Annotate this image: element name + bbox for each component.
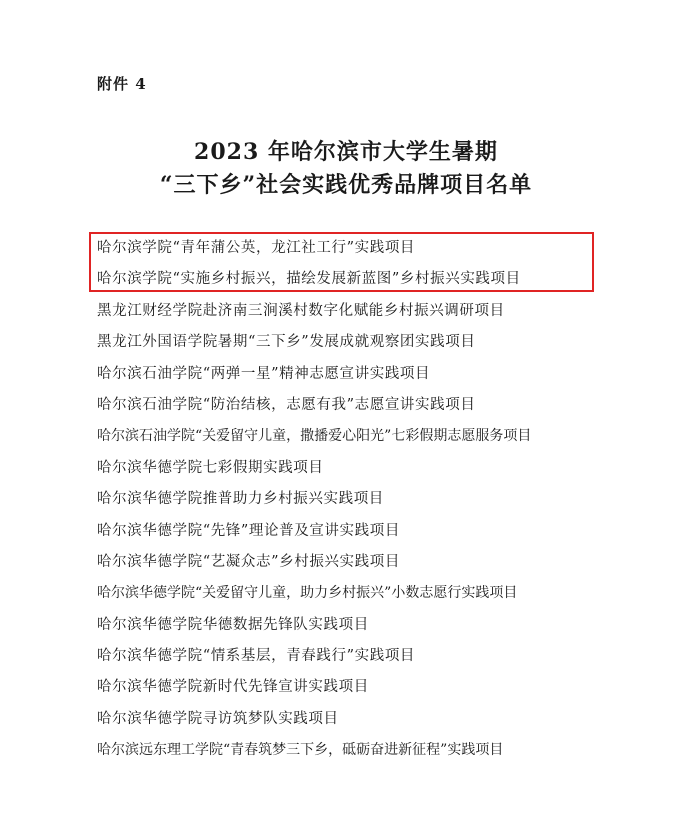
list-item: 哈尔滨华德学院新时代先锋宣讲实践项目	[97, 679, 369, 696]
list-item: 黑龙江财经学院赴济南三涧溪村数字化赋能乡村振兴调研项目	[97, 302, 505, 319]
list-item: 哈尔滨石油学院“防治结核，志愿有我”志愿宣讲实践项目	[97, 396, 476, 413]
list-item: 哈尔滨石油学院“关爱留守儿童，撒播爱心阳光”七彩假期志愿服务项目	[97, 428, 532, 445]
list-item: 哈尔滨华德学院“艺凝众志”乡村振兴实践项目	[97, 553, 400, 570]
list-item: 哈尔滨学院“青年蒲公英，龙江社工行”实践项目	[97, 240, 416, 256]
list-item: 哈尔滨华德学院寻访筑梦队实践项目	[97, 710, 339, 727]
document-title-line-1: 2023 年哈尔滨市大学生暑期	[194, 139, 498, 165]
attachment-label: 附件 4	[97, 75, 147, 93]
document-title-line-2: “三下乡”社会实践优秀品牌项目名单	[159, 172, 533, 198]
list-item: 哈尔滨远东理工学院“青春筑梦三下乡，砥砺奋进新征程”实践项目	[97, 742, 504, 759]
list-item: 黑龙江外国语学院暑期“三下乡”发展成就观察团实践项目	[97, 334, 476, 351]
project-list	[97, 239, 531, 773]
list-item: 哈尔滨学院“实施乡村振兴，描绘发展新蓝图”乡村振兴实践项目	[97, 271, 521, 288]
list-item: 哈尔滨华德学院推普助力乡村振兴实践项目	[97, 491, 384, 508]
list-item: 哈尔滨华德学院华德数据先锋队实践项目	[97, 616, 369, 633]
list-item: 哈尔滨华德学院七彩假期实践项目	[97, 459, 324, 476]
list-item: 哈尔滨石油学院“两弹一星”精神志愿宣讲实践项目	[97, 365, 431, 382]
list-item: 哈尔滨华德学院“先锋”理论普及宣讲实践项目	[97, 522, 400, 539]
list-item: 哈尔滨华德学院“情系基层，青春践行”实践项目	[97, 648, 416, 665]
list-item: 哈尔滨华德学院“关爱留守儿童，助力乡村振兴”小数志愿行实践项目	[97, 585, 518, 602]
